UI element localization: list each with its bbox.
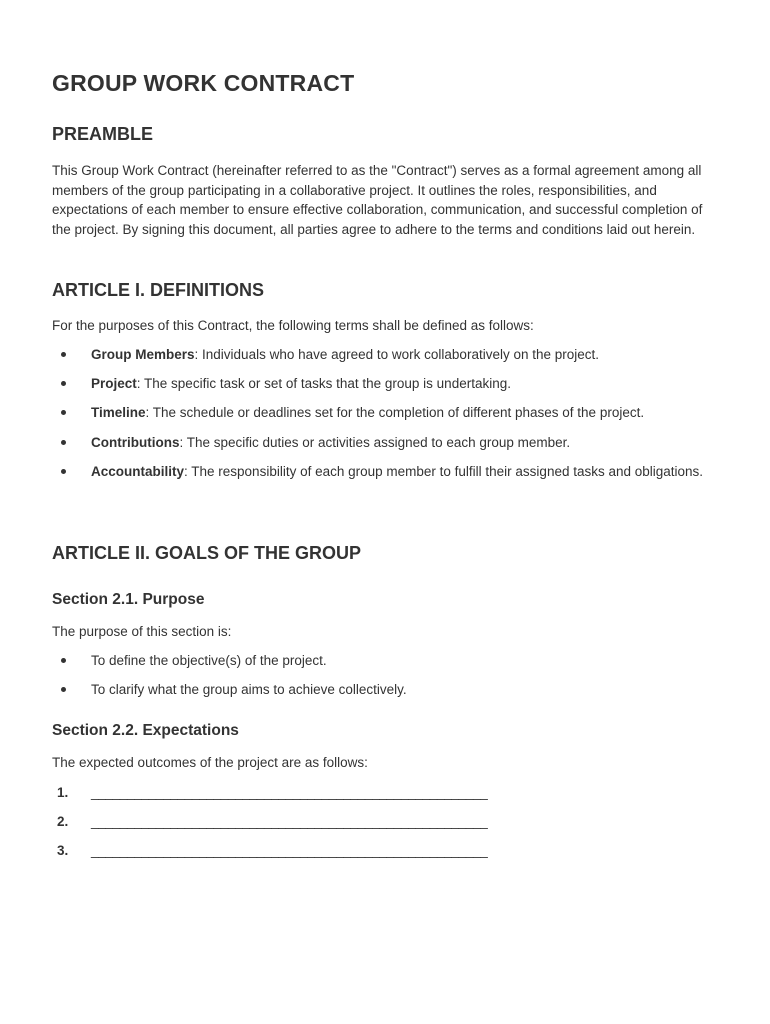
preamble-text: This Group Work Contract (hereinafter referred to as the "Contract") serves as a formal agreement among all members of the group participating in a collaborative project. It outlines the roles, responsibilities, and expectations of each member to ensure effective collaboration, communication, and successful completion of the project. By signing this document, all parties agree to adhere to the terms and conditions laid out herein. [52, 163, 703, 237]
list-item [52, 403, 722, 423]
definition-term: Accountability [91, 463, 185, 479]
definition-term: Contributions [91, 434, 180, 450]
purpose-list [52, 651, 722, 709]
bullet-icon [61, 381, 66, 386]
definition-text: : The responsibility of each group member to fulfill their assigned tasks and obligations. [184, 463, 704, 479]
list-item [52, 433, 722, 453]
list-item [52, 462, 722, 482]
article-1-heading: ARTICLE I. DEFINITIONS [52, 280, 265, 300]
definition-text: : The specific task or set of tasks that the group is undertaking. [136, 376, 511, 392]
blank-line-field[interactable]: _______________________________________________________ [91, 785, 488, 800]
section-2-2-heading: Section 2.2. Expectations [52, 722, 239, 739]
list-item [52, 651, 722, 671]
definition-term: Group Members [91, 347, 195, 362]
bullet-icon [61, 469, 66, 474]
definition-text: : The specific duties or activities assigned to each group member. [179, 434, 571, 450]
section-2-1-heading: Section 2.1. Purpose [52, 591, 205, 608]
bullet-icon [61, 352, 66, 357]
definition-text: : The schedule or deadlines set for the completion of different phases of the project. [145, 405, 645, 421]
article-1-intro: For the purposes of this Contract, the following terms shall be defined as follows: [52, 318, 534, 333]
blank-line-field[interactable]: _______________________________________________________ [91, 814, 488, 830]
bullet-icon [61, 440, 66, 445]
blank-line-field[interactable]: _______________________________________________________ [91, 843, 488, 859]
definition-text: : Individuals who have agreed to work collaboratively on the project. [194, 347, 600, 362]
preamble-heading: PREAMBLE [52, 124, 154, 144]
definitions-list [52, 345, 722, 491]
section-2-1-intro: The purpose of this section is: [52, 624, 232, 639]
list-item [52, 345, 722, 365]
expectations-list [52, 783, 722, 871]
list-item [52, 783, 722, 803]
item-number: 2. [57, 814, 69, 830]
list-item [52, 680, 722, 700]
item-number: 3. [57, 843, 69, 859]
section-2-2-intro: The expected outcomes of the project are as follows: [52, 755, 368, 770]
definition-term: Timeline [91, 405, 146, 421]
list-item [52, 812, 722, 832]
document-title: GROUP WORK CONTRACT [52, 70, 355, 96]
article-2-heading: ARTICLE II. GOALS OF THE GROUP [52, 543, 362, 563]
purpose-text: To clarify what the group aims to achieve collectively. [91, 682, 407, 698]
item-number: 1. [57, 785, 69, 800]
purpose-text: To define the objective(s) of the project. [91, 653, 327, 668]
bullet-icon [61, 687, 66, 692]
list-item [52, 374, 722, 394]
bullet-icon [61, 658, 66, 663]
definition-term: Project [91, 376, 137, 392]
list-item [52, 841, 722, 861]
bullet-icon [61, 410, 66, 415]
